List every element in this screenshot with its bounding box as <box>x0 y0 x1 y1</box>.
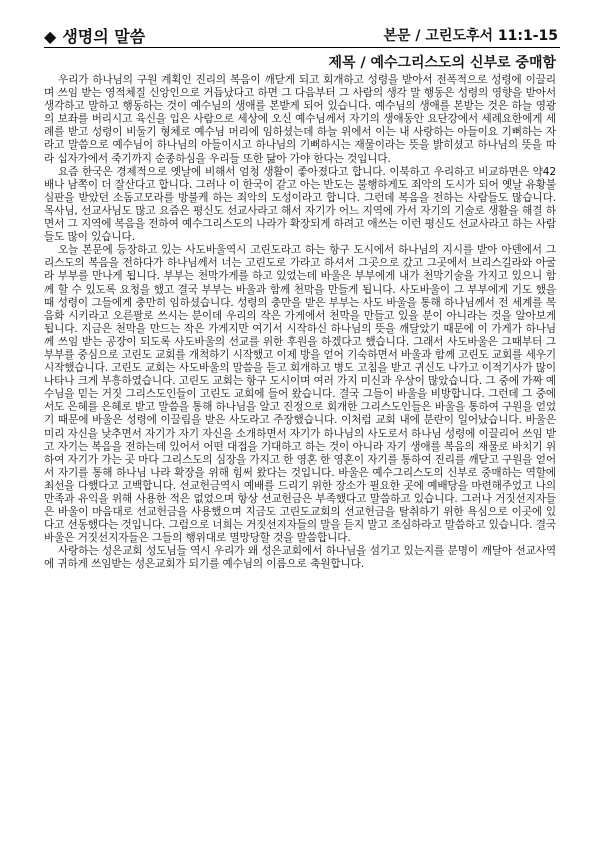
paragraph-4: 사랑하는 성은교회 성도님들 역시 우리가 왜 성은교회에서 하나님을 섬기고 있는지를 분명이 깨달아 선교사역에 귀하게 쓰임받는 성은교회가 되기를 예수님의 이름으로 축원합니다. <box>44 545 556 571</box>
header-divider <box>44 47 560 48</box>
title-label: 제목 <box>328 55 356 71</box>
paragraph-3: 오늘 본문에 등장하고 있는 사도바울역시 고린도라고 하는 항구 도시에서 하나님의 지시를 받아 아덴에서 그리스도의 복음을 전하다가 하나님께서 너는 고린도로 가라고 하셔서 그곳으로 갔고 그곳에서 브리스길라와 아굴라 부부를 만나게 됩니다. 부부는 천막가게를 하고 있었는데 바울은 부부에게 내가 천막기술을 가지고 있으니 함께 할 수 있도록 요청을 했고 결국 부부는 바울과 함께 천막을 만들게 됩니다. 사도바울이 그 부부에게 기도 했을 때 성령이 그들에게 충만히 임하셨습니다. 성령의 충만을 받은 부부는 사도 바울을 통해 하나님께서 전 세계를 복음화 시키라고 오른팔로 쓰시는 분이데 우리의 작은 가게에서 천막을 만들고 있을 분이 아니라는 것을 알아보게 됩니다. 지금은 천막을 만드는 작은 가게지만 여기서 시작하신 하나님의 뜻을 깨달았기 때문에 이 가게가 하나님께 쓰임 받는 공장이 되도록 사도바울의 선교를 위한 후원을 하겠다고 했습니다. 그래서 사도바울은 그때부터 그 부부를 중심으로 고린도 교회를 개척하기 시작했고 이제 방을 얻어 기숙하면서 바울과 함께 고린도 교회를 세우기 시작했습니다. 고린도 교회는 사도바울의 말씀을 듣고 회개하고 병도 고침을 받고 귀신도 나가고 이적기사가 많이 나타나 크게 부흥하였습니다. 고린도 교회는 항구 도시이며 여러 가지 미신과 우상이 많았습니다. 그 중에 가짜 예수님을 믿는 거짓 그리스도인들이 고린도 교회에 들어 왔습니다. 결국 그들이 바울을 비방합니다. 그런데 그 중에서도 은혜를 은혜로 받고 말씀을 통해 하나님을 알고 진정으로 회개한 그리스도인들은 바울을 통하여 구원을 얻었기 때문에 바울은 성령에 이끌림을 받은 사도라고 주장했습니다. 이처럼 교회 내에 분란이 일어났습니다. 바울은 미리 자신을 낮추면서 자기가 자기 자신을 소개하면서 자기가 하나님의 사도로서 하나님 성령에 이끌리어 쓰임 받고 자기는 복음을 전하는데 있어서 어떤 대접을 기대하고 하는 것이 아니라 자기 생애를 복음의 재물로 바치기 위하여 자기가 가는 곳 마다 그리스도의 심장을 가지고 한 영혼 한 영혼이 자기를 통하여 진리를 깨닫고 구원을 얻어서 자기를 통해 하나님 나라 확장을 위해 힘써 왔다는 것입니다. 바울은 예수그리스도의 신부로 중매하는 역할에 최선을 다했다고 고백합니다. 선교헌금역시 예배를 드리기 위한 장소가 필요한 곳에 예배당을 마련해주었고 나의 만족과 유익을 위해 사용한 적은 없었으며 항상 선교헌금은 부족했다고 말씀하고 있습니다. 그러나 거짓선지자들은 바울이 마음대로 선교헌금을 사용했으며 지금도 고린도교회의 선교헌금을 탈취하기 위한 욕심으로 이곳에 있다고 선동했다는 것입니다. 그럼으로 너희는 거짓선지자들의 말을 듣지 말고 조심하라고 말씀하고 있습니다. 결국 바울은 거짓선지자들은 그들의 행위대로 멸망당할 것을 말씀합니다. <box>44 244 556 545</box>
scripture-separator: / <box>415 28 421 44</box>
paragraph-2: 요즘 한국은 경제적으로 옛날에 비해서 엄청 생활이 좋아졌다고 합니다. 이북하고 우리하고 비교하면은 약42배나 남쪽이 더 잘산다고 합니다. 그러나 이 한국이 같고 아는 반도는 불행하게도 죄악의 도시가 되어 옛날 유황불 심판을 받았던 소돔고모라를 방불케 하는 죄악의 도성이라고 합니다. 그런데 복음을 전하는 사람들도 많습니다. 목사님, 선교사님도 많고 요즘은 평신도 선교사라고 해서 자기가 어느 지역에 가서 자기의 기술로 생활을 해결 하면서 그 지역에 복음을 전하여 예수그리스도의 나라가 확장되게 하려고 애쓰는 이런 평신도 선교사라고 하는 사람들도 많이 있습니다. <box>44 165 556 244</box>
scripture-ref: 고린도후서 11:1-15 <box>425 28 558 44</box>
title-separator: / <box>360 55 366 71</box>
sermon-title <box>329 52 557 72</box>
page-header <box>44 24 560 46</box>
sermon-body <box>44 74 556 572</box>
section-title-text: 생명의 말씀 <box>62 27 146 46</box>
diamond-bullet-icon: ◆ <box>44 27 57 46</box>
scripture-reference <box>383 25 558 45</box>
title-text: 예수그리스도의 신부로 중매함 <box>370 55 556 71</box>
scripture-label: 본문 <box>383 28 411 44</box>
paragraph-1: 우리가 하나님의 구원 계획인 진리의 복음이 깨닫게 되고 회개하고 성령을 받아서 전폭적으로 성령에 이끌리며 쓰임 받는 영적체질 신앙인으로 거듭났다고 하면 그 다음부터 그 사람의 생각 말 행동은 성령의 영향을 받아서 생각하고 말하고 행동하는 것이 예수님의 생애를 본받게 되어 있습니다. 예수님의 생애를 본받는 것은 하늘 영광의 보좌를 버리시고 육신을 입은 사람으로 세상에 오신 예수님께서 자기의 생애동안 요단강에서 세례요한에게 세례를 받고 성령이 비둘기 형체로 예수님 머리에 임하셨는데 하늘 위에서 이는 내 사랑하는 아들이요 기뻐하는 자라고 말씀으로 예수님이 하나님의 아들이시고 하나님의 기뻐하시는 재물이라는 뜻을 밝히셨고 하나님의 뜻을 따라 십자가에서 죽기까지 순종하심을 우리들 또한 닮아 가야 한다는 것입니다. <box>44 74 556 165</box>
section-title <box>44 24 145 47</box>
